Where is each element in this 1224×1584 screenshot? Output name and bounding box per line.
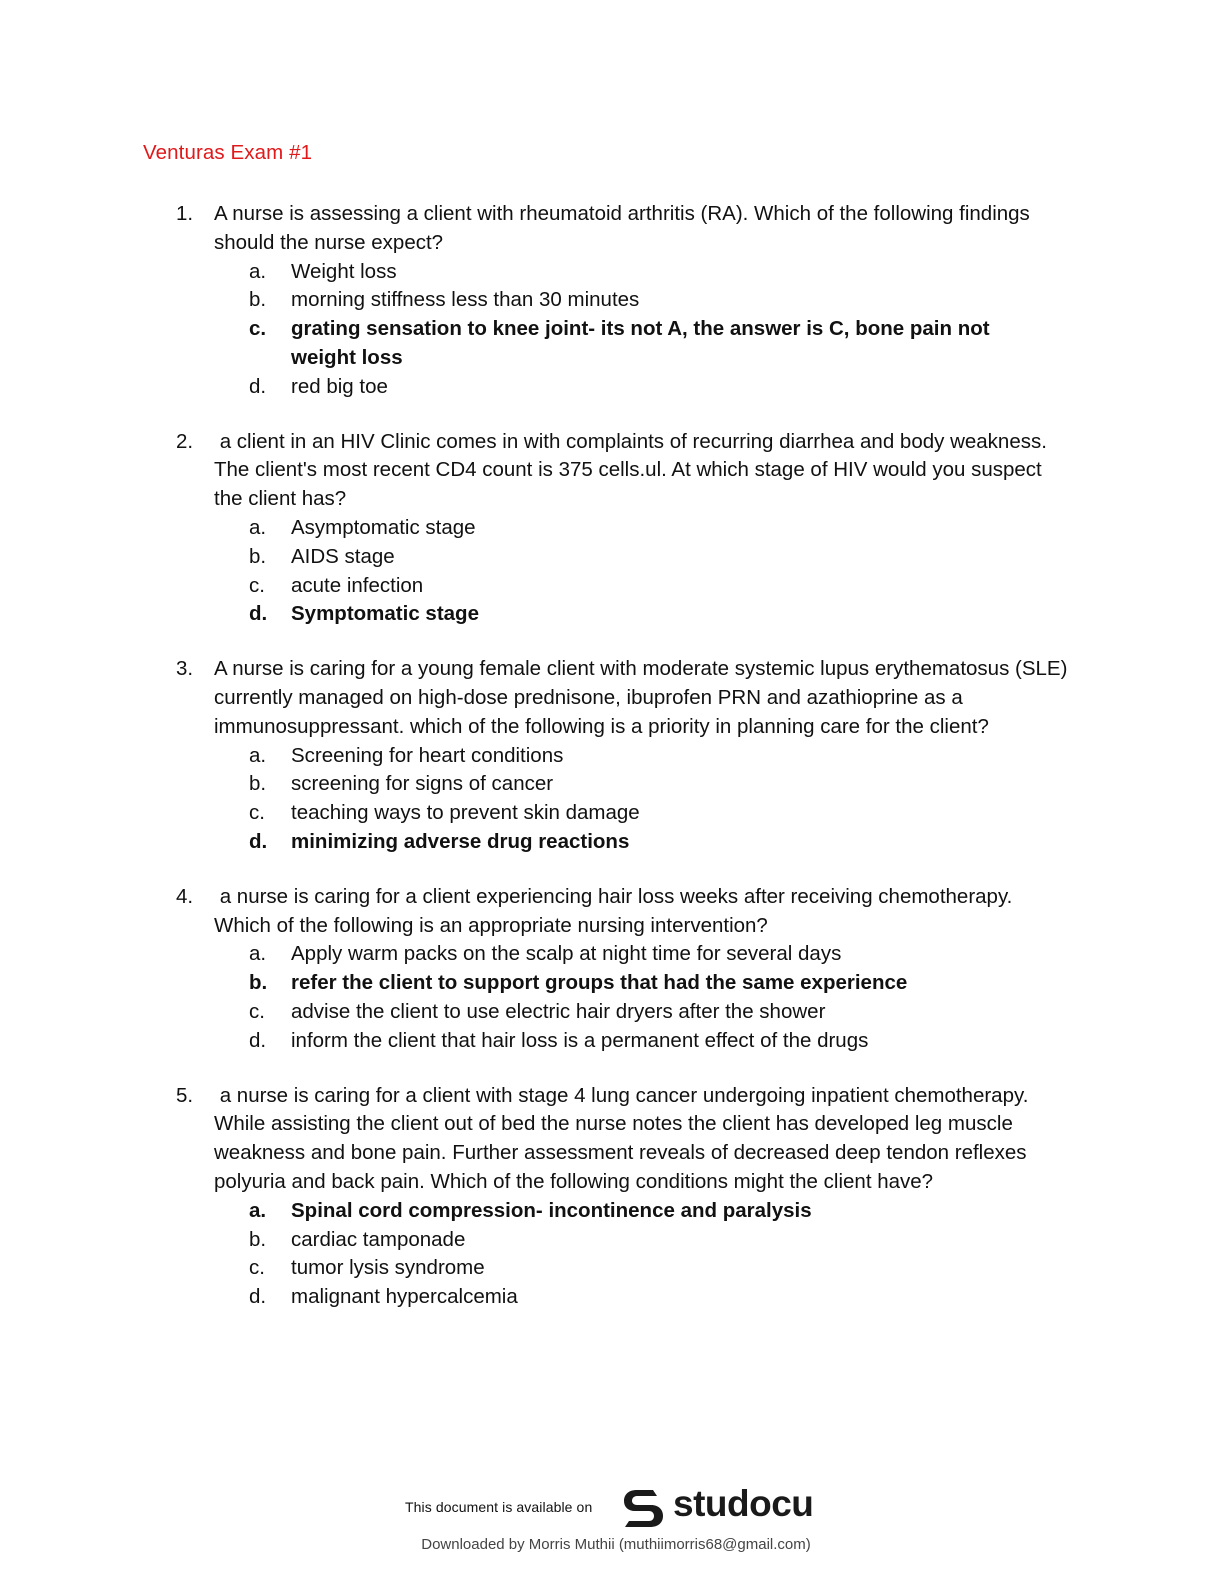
option-text: Apply warm packs on the scalp at night time for several days xyxy=(291,942,842,966)
question-item xyxy=(0,883,1224,1056)
question-number: 2. xyxy=(176,429,194,453)
answer-option xyxy=(0,770,1224,799)
page-title: Venturas Exam #1 xyxy=(143,141,313,164)
option-text: acute infection xyxy=(291,573,424,597)
question-item xyxy=(0,1082,1224,1312)
option-letter: a. xyxy=(249,942,267,966)
answer-option xyxy=(0,742,1224,771)
question-text: a nurse is caring for a client with stage 4 lung cancer undergoing inpatient chemotherapy. While assisting the client out of bed the nurse notes the client has developed leg muscle weakness and bone pain. Further assessment reveals of decreased deep tendon reflexes polyuria and back pain. Which of the following conditions might the client have? xyxy=(214,1083,1035,1193)
option-text: Asymptomatic stage xyxy=(291,515,476,539)
footer-downloaded-text: Downloaded by Morris Muthii (muthiimorris68@gmail.com) xyxy=(421,1536,811,1553)
option-letter: b. xyxy=(249,544,267,568)
answer-option xyxy=(0,514,1224,543)
answer-option xyxy=(0,799,1224,828)
option-text: inform the client that hair loss is a permanent effect of the drugs xyxy=(291,1028,869,1052)
option-text: minimizing adverse drug reactions xyxy=(291,829,630,853)
answer-options xyxy=(0,514,1224,629)
answer-option-selected xyxy=(0,600,1224,629)
answer-option-selected xyxy=(0,1197,1224,1226)
option-letter: c. xyxy=(249,801,265,825)
option-letter: b. xyxy=(249,1227,267,1251)
answer-options xyxy=(0,940,1224,1055)
answer-option xyxy=(0,1226,1224,1255)
question-number: 3. xyxy=(176,657,194,681)
option-text: AIDS stage xyxy=(291,544,395,568)
option-letter: d. xyxy=(249,602,268,626)
answer-option xyxy=(0,286,1224,315)
option-letter: d. xyxy=(249,829,268,853)
option-letter: a. xyxy=(249,1198,267,1222)
question-text: A nurse is caring for a young female client with moderate systemic lupus erythematosus (SLE) currently managed on high-dose prednisone, ibuprofen PRN and azathioprine as a immunosuppressant. which of the following is a priority in planning care for the client? xyxy=(214,657,1074,738)
option-text: Spinal cord compression- incontinence and paralysis xyxy=(291,1198,812,1222)
answer-option xyxy=(0,373,1224,402)
question-text: A nurse is assessing a client with rheumatoid arthritis (RA). Which of the following findings should the nurse expect? xyxy=(214,202,1036,254)
question-text: a nurse is caring for a client experiencing hair loss weeks after receiving chemotherapy. Which of the following is an appropriate nursing intervention? xyxy=(214,884,1019,937)
option-text: cardiac tamponade xyxy=(291,1227,466,1251)
answer-option xyxy=(0,1027,1224,1056)
option-text: Screening for heart conditions xyxy=(291,743,564,767)
option-letter: a. xyxy=(249,743,267,767)
question-item xyxy=(0,655,1224,857)
question-item xyxy=(0,200,1224,402)
question-number: 4. xyxy=(176,884,194,908)
question-list xyxy=(0,200,1224,1338)
option-letter: d. xyxy=(249,1285,267,1309)
option-letter: b. xyxy=(249,288,267,312)
answer-option xyxy=(0,1283,1224,1312)
option-text: morning stiffness less than 30 minutes xyxy=(291,288,640,312)
option-text: screening for signs of cancer xyxy=(291,772,554,796)
option-letter: c. xyxy=(249,317,267,341)
question-item xyxy=(0,428,1224,630)
option-letter: c. xyxy=(249,1256,265,1280)
answer-option-selected xyxy=(0,969,1224,998)
option-letter: d. xyxy=(249,1028,267,1052)
answer-option xyxy=(0,543,1224,572)
option-letter: d. xyxy=(249,374,267,398)
option-text: malignant hypercalcemia xyxy=(291,1285,518,1309)
option-letter: c. xyxy=(249,573,265,597)
question-text: a client in an HIV Clinic comes in with complaints of recurring diarrhea and body weakness. The client's most recent CD4 count is 375 cells.ul. At which stage of HIV would you suspect the client has? xyxy=(214,429,1053,511)
answer-option-selected xyxy=(0,315,1224,373)
option-text: tumor lysis syndrome xyxy=(291,1256,485,1280)
answer-options xyxy=(0,258,1224,402)
answer-option-selected xyxy=(0,828,1224,857)
answer-option xyxy=(0,998,1224,1027)
studocu-logo-icon[interactable] xyxy=(619,1484,667,1532)
option-text: grating sensation to knee joint- its not A, the answer is C, bone pain not weight loss xyxy=(291,317,996,369)
footer-available-text: This document is available on xyxy=(405,1499,593,1515)
question-number: 1. xyxy=(176,202,194,225)
option-text: red big toe xyxy=(291,374,388,398)
studocu-brand-name[interactable]: studocu xyxy=(673,1483,814,1524)
option-letter: c. xyxy=(249,999,265,1023)
option-text: Symptomatic stage xyxy=(291,602,479,626)
option-text: refer the client to support groups that had the same experience xyxy=(291,971,908,995)
option-letter: a. xyxy=(249,259,267,283)
option-letter: a. xyxy=(249,515,267,539)
option-text: advise the client to use electric hair dryers after the shower xyxy=(291,999,826,1023)
answer-option xyxy=(0,1254,1224,1283)
answer-option xyxy=(0,572,1224,601)
question-number: 5. xyxy=(176,1083,194,1107)
answer-options xyxy=(0,742,1224,857)
answer-option xyxy=(0,258,1224,287)
option-text: Weight loss xyxy=(291,259,397,283)
option-text: teaching ways to prevent skin damage xyxy=(291,801,640,825)
option-letter: b. xyxy=(249,971,268,995)
answer-option xyxy=(0,940,1224,969)
answer-options xyxy=(0,1197,1224,1312)
option-letter: b. xyxy=(249,772,267,796)
